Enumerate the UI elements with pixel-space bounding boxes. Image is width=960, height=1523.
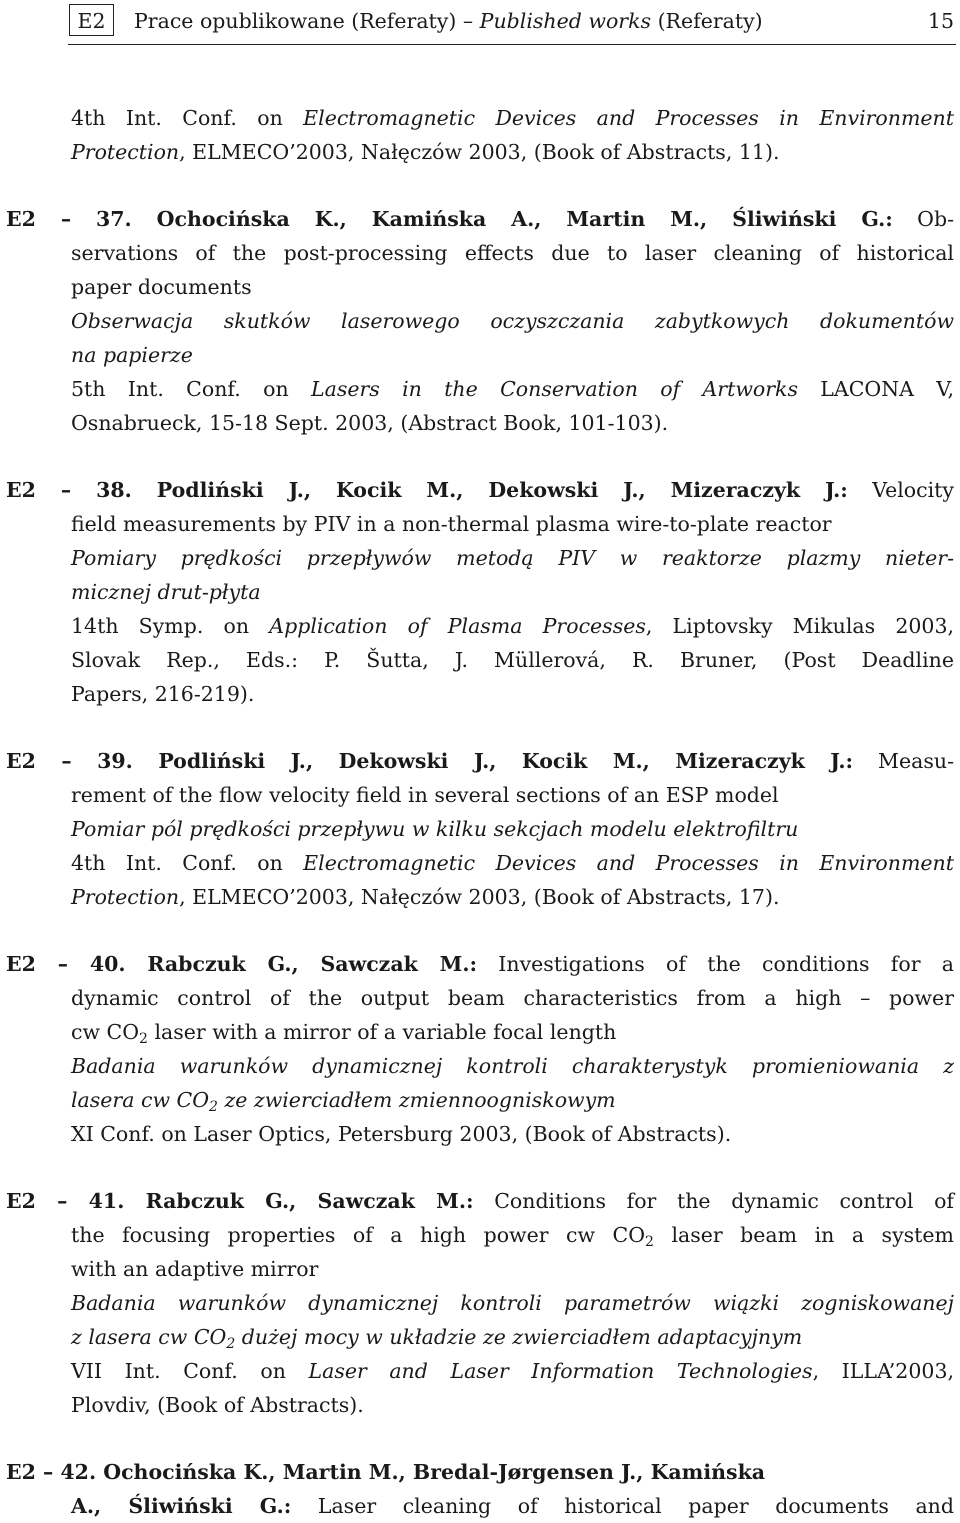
entry-title-en: Velocity (847, 478, 955, 502)
entry-title-en-line: servations of the post-processing effects due to laser cleaning of historical (71, 241, 954, 265)
entry-title-pl-line: Pomiary prędkości przepływów metodą PIV w reaktorze plazmy nieter- (71, 546, 954, 570)
entry-code: E2 – 38. (6, 478, 157, 502)
entry-title-en: Ob- (892, 207, 955, 231)
entry-venue-line: Slovak Rep., Eds.: P. Šutta, J. Müllerová, R. Bruner, (Post Deadline (71, 648, 954, 672)
entry-title-pl-line: micznej drut-płyta (71, 580, 261, 604)
entry-spacer (0, 1151, 960, 1184)
publication-list (0, 101, 960, 1523)
entry-title-en: Investigations of the conditions for a (477, 952, 954, 976)
entry-venue-line: Osnabrueck, 15-18 Sept. 2003, (Abstract Book, 101-103). (71, 411, 669, 435)
entry-code: E2 – 37. (6, 207, 157, 231)
entry-heading-line (0, 202, 954, 236)
entry-title-en-line: rement of the flow velocity field in several sections of an ESP model (71, 783, 779, 807)
entry-title-en: Measu- (853, 749, 954, 773)
entry-venue-line: Papers, 216-219). (71, 682, 255, 706)
entry-title-pl-line: Obserwacja skutków laserowego oczyszczania zabytkowych dokumentów (71, 309, 954, 333)
entry-title-pl-line: na papierze (71, 343, 193, 367)
entry-authors: Podliński J., Kocik M., Dekowski J., Mizeraczyk J.: (156, 478, 848, 502)
entry-authors: Rabczuk G., Sawczak M.: (145, 1189, 474, 1213)
section-code-box: E2 (69, 4, 114, 36)
entry-venue-line: Plovdiv, (Book of Abstracts). (71, 1393, 364, 1417)
entry-venue-line: VII Int. Conf. on Laser and Laser Information Technologies, ILLA’2003, (71, 1359, 954, 1383)
entry-authors: Rabczuk G., Sawczak M.: (147, 952, 478, 976)
publication-entry (0, 1184, 960, 1422)
running-title-pl: Prace opublikowane (Referaty) (134, 9, 457, 33)
entry-code: E2 – 39. (6, 749, 159, 773)
publication-entry (0, 202, 960, 440)
page-number: 15 (927, 9, 954, 33)
entry-title-en-line: cw $CO_2$ laser with a mirror of a variable focal length (71, 1020, 617, 1047)
entry-heading-line (0, 473, 954, 507)
entry-heading-line (0, 1455, 960, 1489)
entry-venue-line: Protection, ELMECO’2003, Nałęczów 2003, (Book of Abstracts, 17). (71, 885, 780, 909)
running-title-tail: (Referaty) (657, 9, 763, 33)
entry-title-en-line: paper documents (71, 275, 252, 299)
entry-code: E2 – 40. (6, 952, 148, 976)
entry-title-pl-line: lasera cw $CO_2$ ze zwierciadłem zmiennoogniskowym (71, 1088, 616, 1115)
entry-authors: Ochocińska K., Martin M., Bredal-Jørgensen J., Kamińska (103, 1460, 766, 1484)
entry-title-en: Conditions for the dynamic control of (473, 1189, 955, 1213)
entry-title-pl-line: Pomiar pól prędkości przepływu w kilku sekcjach modelu elektrofiltru (71, 817, 799, 841)
entry-authors-cont-line (0, 1489, 954, 1523)
entry-spacer (0, 440, 960, 473)
entry-code: E2 – 42. (6, 1460, 104, 1484)
entry-venue-line: 4th Int. Conf. on Electromagnetic Devices and Processes in Environment (71, 106, 954, 130)
entry-heading-line (0, 947, 954, 981)
entry-heading-line (0, 744, 954, 778)
entry-title-pl-line: Badania warunków dynamicznej kontroli charakterystyk promieniowania z (71, 1054, 954, 1078)
entry-title-en: Laser cleaning of historical paper documents and (291, 1494, 954, 1518)
entry-authors-cont: A., Śliwiński G.: (71, 1494, 292, 1518)
entry-spacer (0, 1422, 960, 1455)
publication-entry (0, 473, 960, 711)
entry-spacer (0, 914, 960, 947)
entry-title-en-line: dynamic control of the output beam characteristics from a high – power (71, 986, 954, 1010)
running-title-en: Published works (479, 9, 652, 33)
publication-entry (0, 101, 960, 169)
running-title-dash: – (462, 9, 474, 33)
running-header (68, 0, 956, 45)
entry-venue-line: Protection, ELMECO’2003, Nałęczów 2003, (Book of Abstracts, 11). (71, 140, 780, 164)
entry-authors: Podliński J., Dekowski J., Kocik M., Mizeraczyk J.: (158, 749, 854, 773)
entry-title-en-line: the focusing properties of a high power cw $CO_2$ laser beam in a system (71, 1223, 954, 1250)
entry-authors: Ochocińska K., Kamińska A., Martin M., Śliwiński G.: (156, 207, 893, 231)
entry-spacer (0, 169, 960, 202)
entry-title-pl-line: Badania warunków dynamicznej kontroli parametrów wiązki zogniskowanej (71, 1291, 954, 1315)
publication-entry (0, 744, 960, 914)
entry-code: E2 – 41. (6, 1189, 146, 1213)
entry-spacer (0, 711, 960, 744)
entry-title-pl-line: z lasera cw $CO_2$ dużej mocy w układzie ze zwierciadłem adaptacyjnym (71, 1325, 803, 1352)
entry-heading-line (0, 1184, 954, 1218)
entry-title-en-line: field measurements by PIV in a non-thermal plasma wire-to-plate reactor (71, 512, 832, 536)
entry-venue-line: 5th Int. Conf. on Lasers in the Conservation of Artworks LACONA V, (71, 377, 955, 401)
entry-venue-line: XI Conf. on Laser Optics, Petersburg 2003, (Book of Abstracts). (71, 1122, 732, 1146)
publication-entry (0, 1455, 960, 1523)
entry-venue-line: 14th Symp. on Application of Plasma Processes, Liptovsky Mikulas 2003, (71, 614, 955, 638)
publication-entry (0, 947, 960, 1151)
running-title (134, 4, 763, 38)
entry-title-en-line: with an adaptive mirror (71, 1257, 319, 1281)
entry-venue-line: 4th Int. Conf. on Electromagnetic Devices and Processes in Environment (71, 851, 954, 875)
